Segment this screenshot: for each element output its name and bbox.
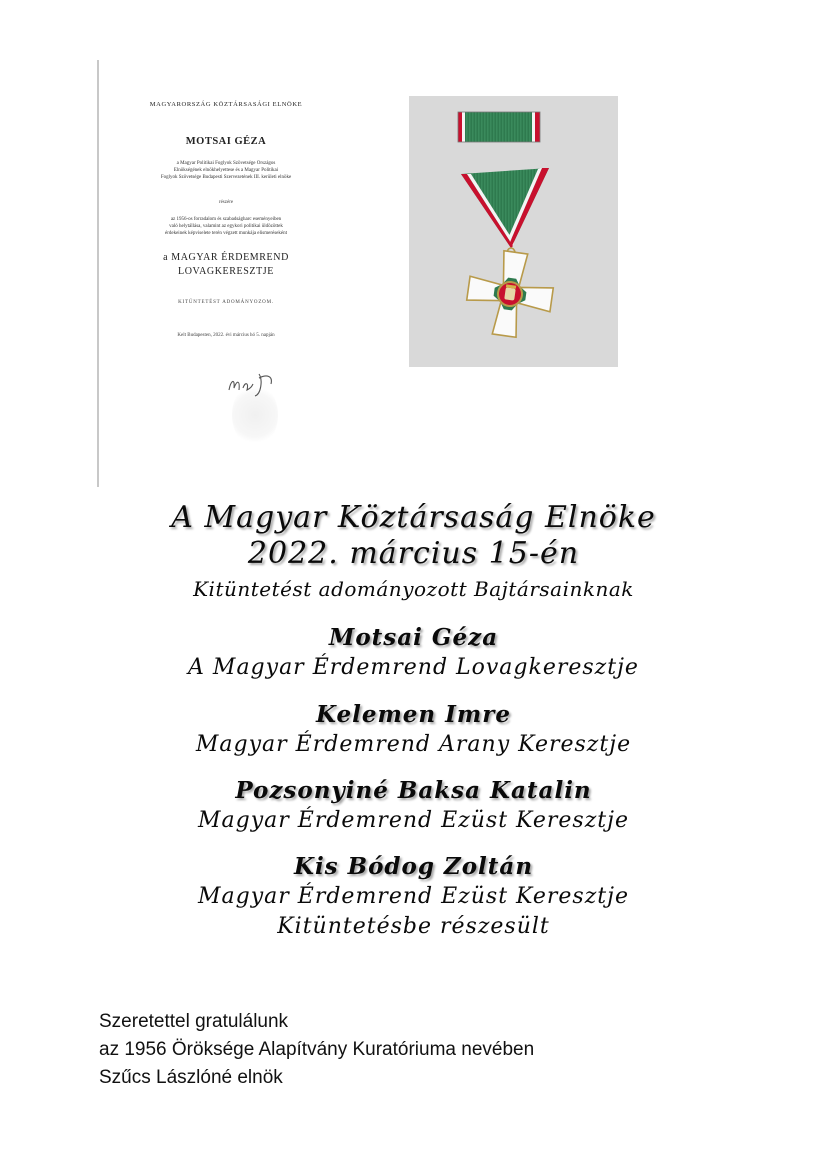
recipient-award: Magyar Érdemrend Ezüst Keresztje bbox=[197, 808, 629, 833]
recipient-name: Kis Bódog Zoltán bbox=[293, 853, 534, 880]
footer-line-2: az 1956 Öröksége Alapítvány Kuratóriuma nevében bbox=[99, 1039, 535, 1060]
medal-icon bbox=[409, 96, 618, 367]
footer-line-3: Szűcs Lászlóné elnök bbox=[99, 1067, 283, 1088]
certificate-award-line-2: LOVAGKERESZTJE bbox=[178, 266, 274, 277]
medal-photo bbox=[409, 96, 618, 367]
recipient-name: Pozsonyiné Baksa Katalin bbox=[235, 777, 592, 804]
certificate-award-line-1: a MAGYAR ÉRDEMREND bbox=[163, 252, 289, 263]
cross bbox=[463, 247, 558, 342]
stamp bbox=[232, 383, 278, 447]
subtitle: Kitüntetést adományozott Bajtársainknak bbox=[193, 577, 634, 601]
certificate-connector: részére bbox=[218, 200, 234, 205]
certificate-paragraph-1: a Magyar Politikai Foglyok Szövetsége Országos Elnökségének elnökhelyettese és a Magyar Politikai Foglyok Szövetsége Budapesti Szervezetének III. kerületi elnöke bbox=[160, 161, 292, 180]
certificate-scan bbox=[97, 60, 355, 487]
recipient-name: Kelemen Imre bbox=[315, 701, 512, 728]
footer-line-1: Szeretettel gratulálunk bbox=[99, 1011, 289, 1032]
recipient-award: Magyar Érdemrend Arany Keresztje bbox=[195, 732, 632, 757]
closing-line: Kitüntetésbe részesült bbox=[277, 914, 550, 939]
recipient-award: A Magyar Érdemrend Lovagkeresztje bbox=[188, 655, 639, 680]
ribbon-bar bbox=[458, 112, 540, 142]
certificate-header: MAGYARORSZÁG KÖZTÁRSASÁGI ELNÖKE bbox=[149, 101, 303, 108]
triangle-ribbon bbox=[461, 168, 549, 248]
certificate-grant-text: KITÜNTETÉST ADOMÁNYOZOM. bbox=[178, 300, 274, 305]
footer bbox=[99, 1008, 534, 1092]
recipient-name: Motsai Géza bbox=[328, 624, 499, 651]
title-line-1: A Magyar Köztársaság Elnöke bbox=[171, 500, 656, 535]
recipient-award: Magyar Érdemrend Ezüst Keresztje bbox=[197, 884, 629, 909]
certificate-date-line: Kelt Budapesten, 2022. évi március hó 5. napján bbox=[177, 333, 275, 338]
certificate-recipient: MOTSAI GÉZA bbox=[185, 136, 267, 147]
certificate-paragraph-2: az 1956-os forradalom és szabadságharc eseményeiben való helytállása, valamint az egykori politikai üldözöttek érdekeinek képviselete terén végzett munkája elismeréseként bbox=[164, 217, 288, 236]
title-line-2: 2022. március 15-én bbox=[247, 536, 580, 571]
